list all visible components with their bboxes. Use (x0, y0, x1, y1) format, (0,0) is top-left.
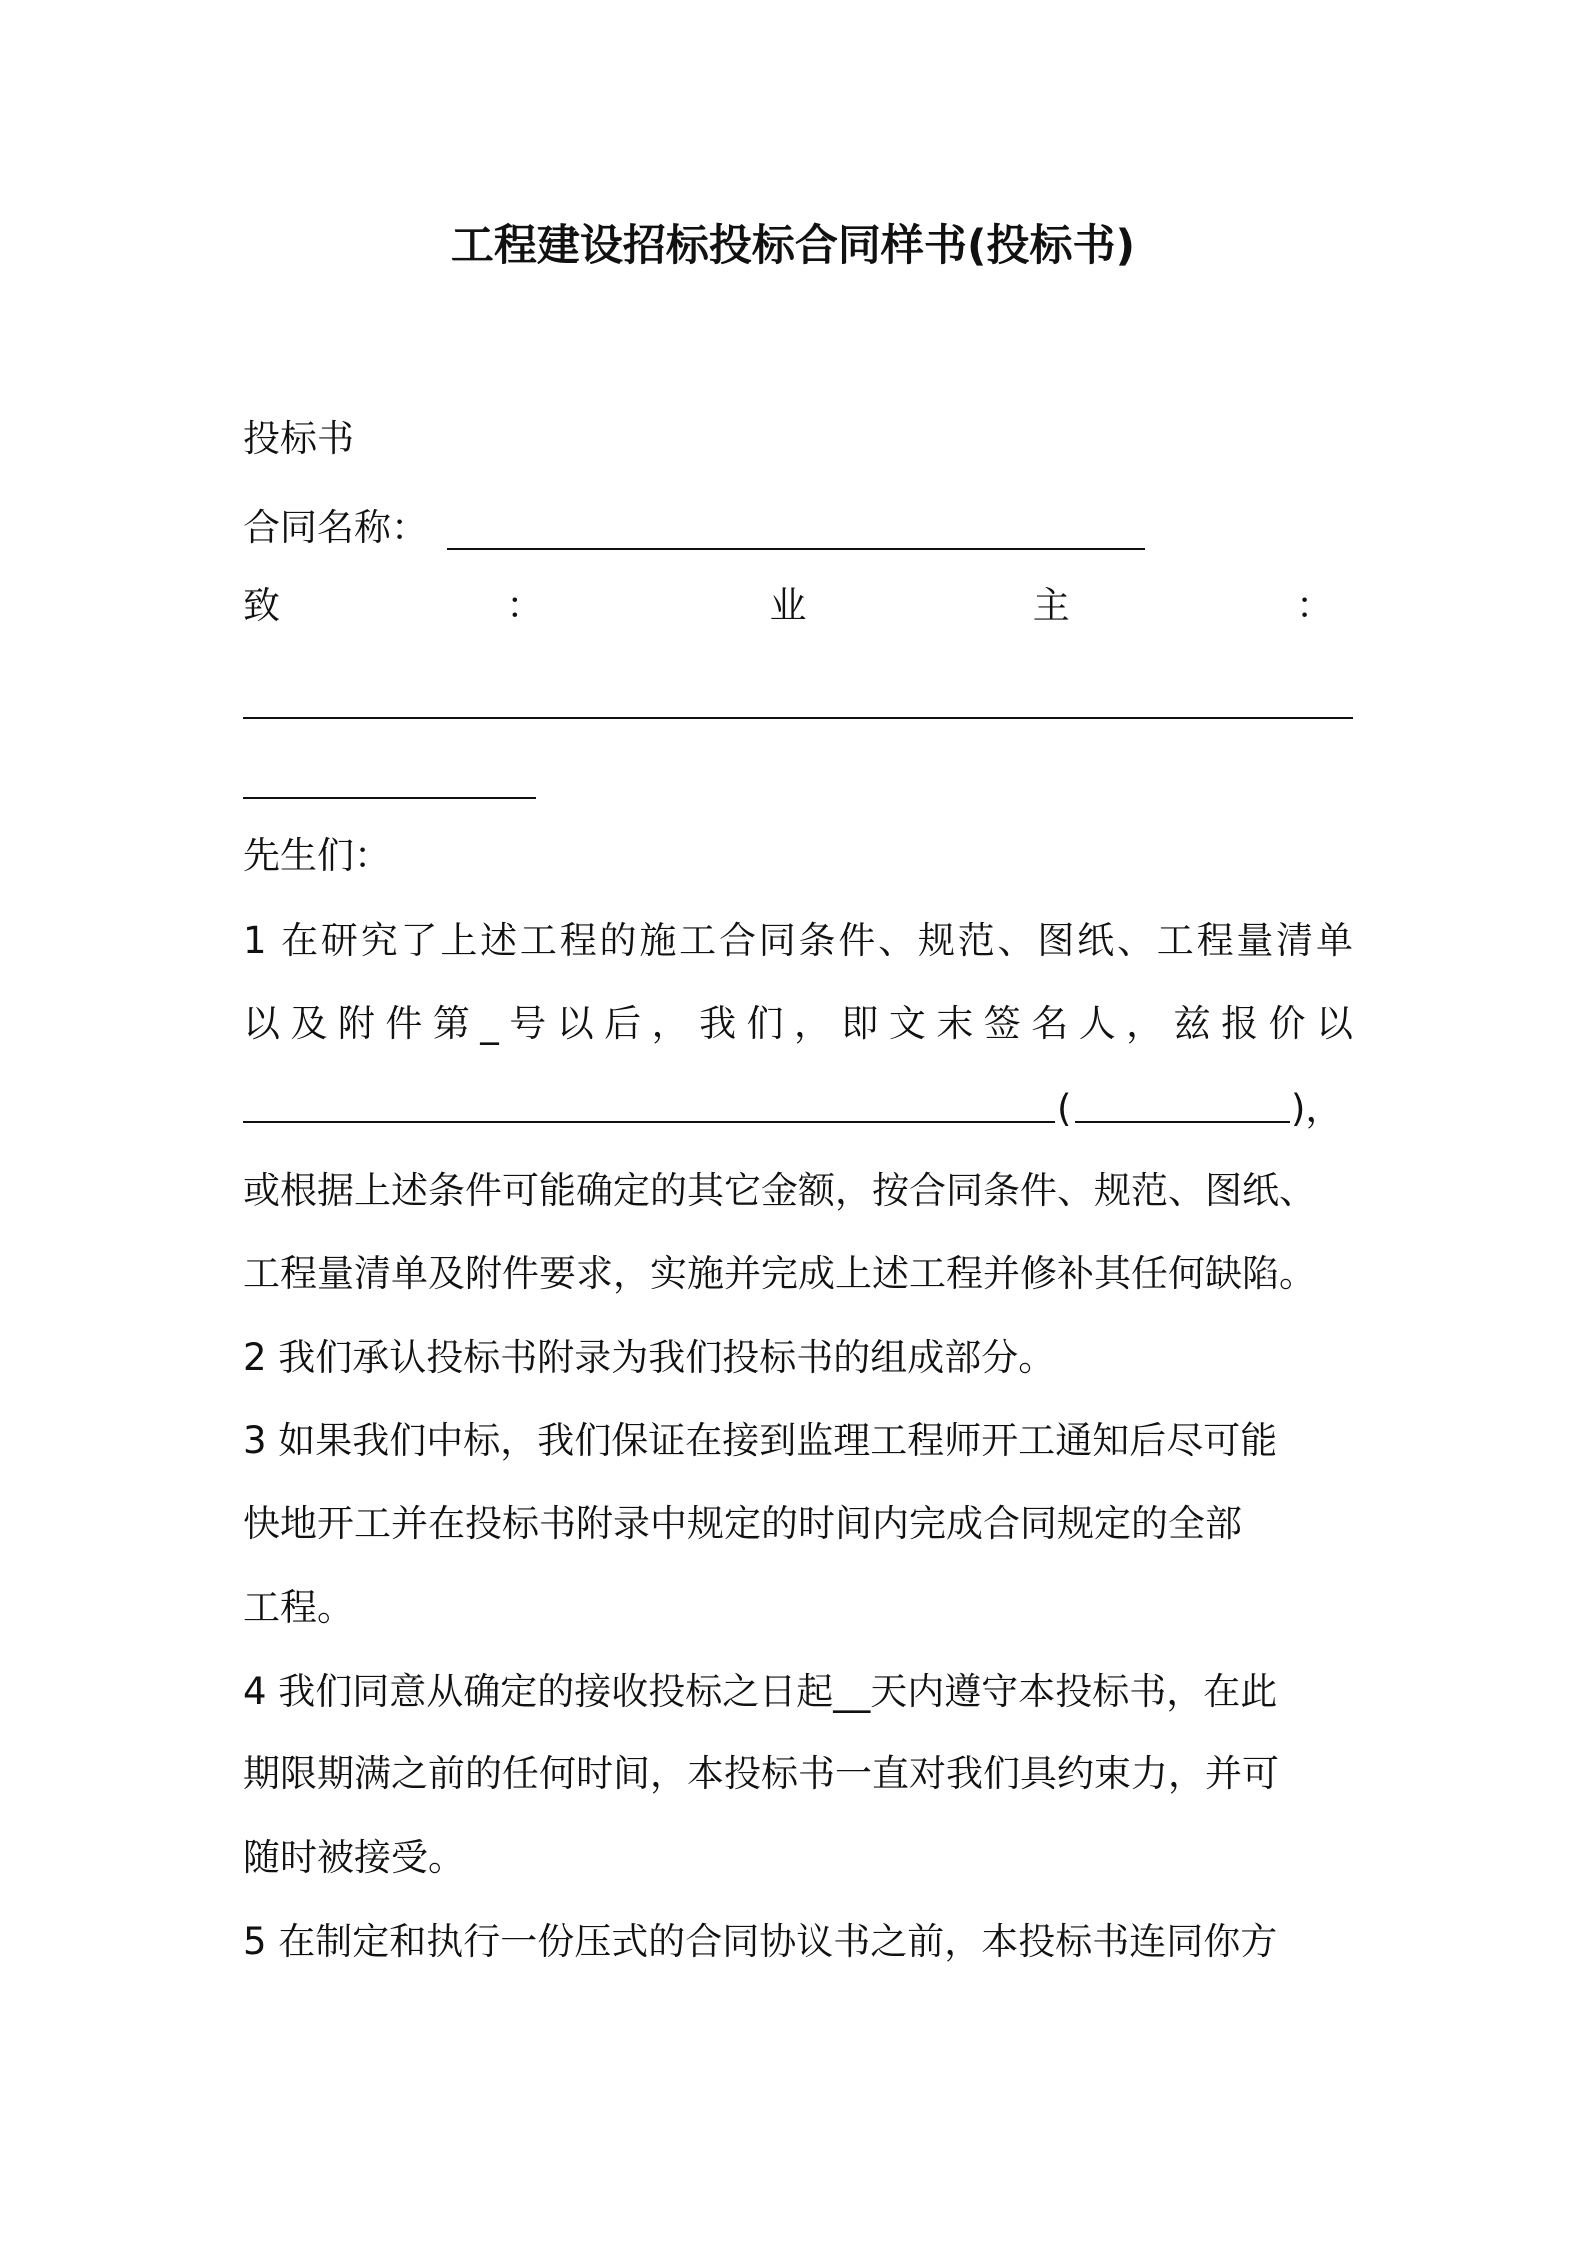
owner-blank-line-1 (243, 717, 1353, 719)
addressee-char-3: 业 (769, 584, 807, 627)
contract-name-label: 合同名称： (243, 506, 428, 549)
paragraph-1-line-3 (243, 1083, 1353, 1149)
paragraph-4-line-1: 4 我们同意从确定的接收投标之日起__天内遵守本投标书，在此 (243, 1670, 1278, 1713)
paragraph-2-line-1: 2 我们承认投标书附录为我们投标书的组成部分。 (243, 1336, 1056, 1379)
amount-words-blank (1075, 1121, 1290, 1123)
paragraph-4-line-2: 期限期满之前的任何时间，本投标书一直对我们具约束力，并可 (243, 1752, 1279, 1795)
contract-name-row (243, 502, 1353, 554)
paragraph-3-line-3: 工程。 (243, 1586, 354, 1629)
paragraph-1-line-5: 工程量清单及附件要求，实施并完成上述工程并修补其任何缺陷。 (243, 1252, 1316, 1295)
section-heading: 投标书 (243, 417, 354, 460)
owner-blank-line-2 (243, 797, 536, 799)
amount-blank (243, 1121, 1055, 1123)
paragraph-3-line-1: 3 如果我们中标，我们保证在接到监理工程师开工通知后尽可能 (243, 1419, 1278, 1462)
document-title: 工程建设招标投标合同样书(投标书) (450, 221, 1136, 271)
paragraph-1-line-4: 或根据上述条件可能确定的其它金额，按合同条件、规范、图纸、 (243, 1169, 1316, 1212)
addressee-char-5: ： (1296, 584, 1333, 627)
paragraph-1-line-2: 以及附件第_号以后，我们，即文末签名人，兹报价以 (243, 1002, 1353, 1045)
paragraph-4-line-3: 随时被接受。 (243, 1836, 465, 1879)
paragraph-3-line-2: 快地开工并在投标书附录中规定的时间内完成合同规定的全部 (243, 1502, 1242, 1545)
addressee-char-1: 致 (243, 584, 280, 627)
paragraph-1-line-1: 1 在研究了上述工程的施工合同条件、规范、图纸、工程量清单 (243, 919, 1353, 962)
addressee-char-4: 主 (1032, 584, 1070, 627)
amount-blank-row: ( )， (243, 1083, 1353, 1135)
addressee-char-2: ： (506, 584, 544, 627)
salutation: 先生们： (243, 834, 391, 877)
contract-name-blank (447, 548, 1145, 550)
paragraph-5-line-1: 5 在制定和执行一份压式的合同协议书之前，本投标书连同你方 (243, 1920, 1278, 1963)
addressee-row (243, 580, 1333, 632)
